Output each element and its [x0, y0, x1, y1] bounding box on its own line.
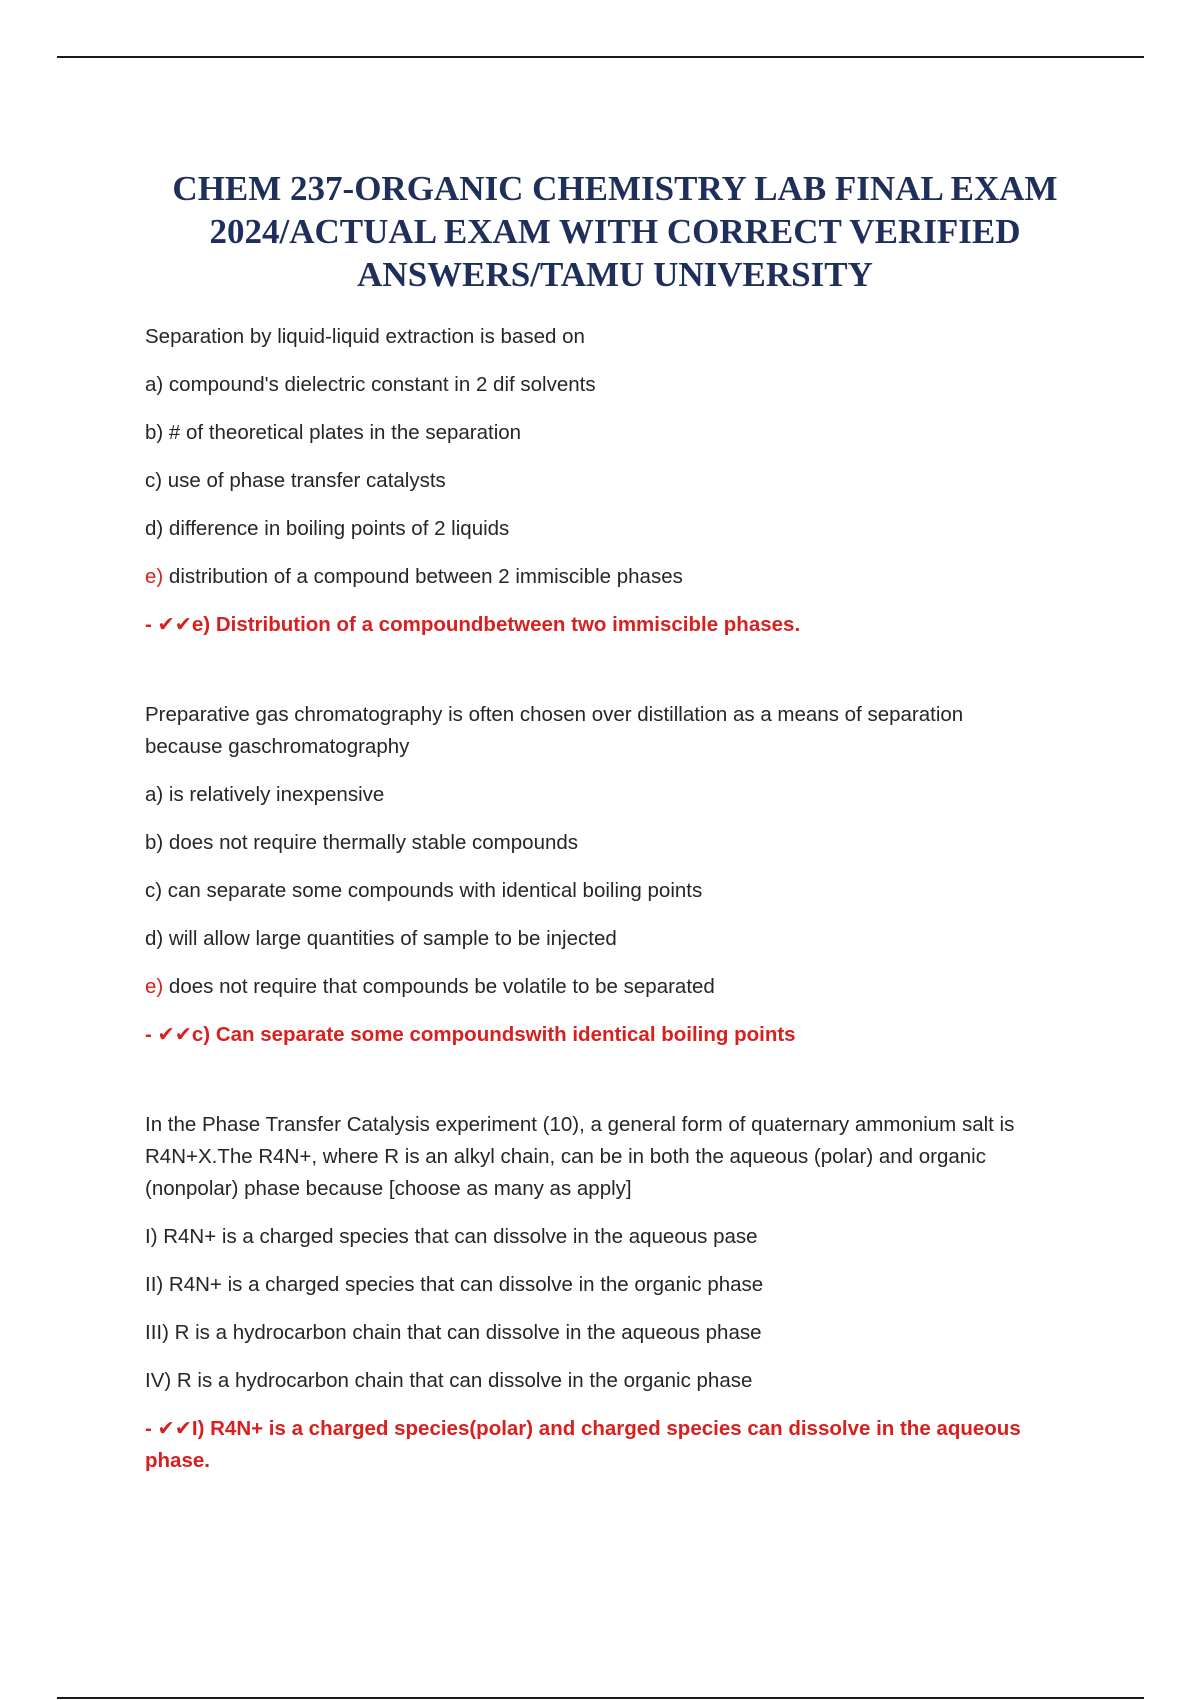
title-line: 2024/ACTUAL EXAM WITH CORRECT VERIFIED: [209, 212, 1021, 251]
option-label: e): [145, 975, 164, 998]
checkmark-icon: - ✔✔: [145, 1023, 192, 1046]
option-text: compound's dielectric constant in 2 dif solvents: [163, 373, 596, 396]
option-label: d): [145, 517, 164, 540]
answer-option: [145, 561, 1095, 593]
checkmark-icon: - ✔✔: [145, 613, 192, 636]
option-text: IV) R is a hydrocarbon chain that can dissolve in the organic phase: [145, 1369, 753, 1392]
question-prompt: [145, 321, 1095, 353]
answer-option: [145, 827, 1095, 859]
prompt-line: R4N+X.The R4N+, where R is an alkyl chain, can be in both the aqueous (polar) and organic: [145, 1145, 986, 1168]
bottom-rule: [57, 1697, 1144, 1699]
correct-answer: [145, 1019, 1095, 1051]
option-text: will allow large quantities of sample to be injected: [163, 927, 617, 950]
option-text: I) R4N+ is a charged species that can dissolve in the aqueous pase: [145, 1225, 758, 1248]
prompt-line: (nonpolar) phase because [choose as many as apply]: [145, 1177, 632, 1200]
checkmark-icon: - ✔✔: [145, 1417, 192, 1440]
top-rule: [57, 56, 1144, 58]
option-text: is relatively inexpensive: [163, 783, 385, 806]
option-text: does not require thermally stable compounds: [163, 831, 579, 854]
option-label: e): [145, 565, 164, 588]
option-text: # of theoretical plates in the separation: [163, 421, 522, 444]
title-line: ANSWERS/TAMU UNIVERSITY: [357, 255, 873, 294]
answer-option: [145, 1317, 1095, 1349]
document-title: [80, 167, 1150, 296]
question-2: [145, 699, 1095, 1051]
answer-option: [145, 971, 1095, 1003]
option-text: use of phase transfer catalysts: [162, 469, 446, 492]
exam-content: [145, 321, 1095, 1477]
option-label: c): [145, 469, 163, 492]
correct-answer: [145, 1413, 1095, 1477]
question-prompt: [145, 699, 1095, 763]
option-text: III) R is a hydrocarbon chain that can dissolve in the aqueous phase: [145, 1321, 762, 1344]
prompt-line: Separation by liquid-liquid extraction is based on: [145, 325, 585, 348]
answer-line: c) Can separate some compoundswith identical boiling points: [191, 1023, 796, 1046]
option-label: d): [145, 927, 164, 950]
option-text: does not require that compounds be volatile to be separated: [163, 975, 715, 998]
answer-option: [145, 1269, 1095, 1301]
option-label: b): [145, 421, 164, 444]
answer-line: e) Distribution of a compoundbetween two immiscible phases.: [191, 613, 801, 636]
question-prompt: [145, 1109, 1095, 1205]
title-line: CHEM 237-ORGANIC CHEMISTRY LAB FINAL EXAM: [172, 169, 1058, 208]
answer-option: [145, 875, 1095, 907]
option-text: difference in boiling points of 2 liquids: [163, 517, 510, 540]
option-text: distribution of a compound between 2 immiscible phases: [163, 565, 683, 588]
prompt-line: In the Phase Transfer Catalysis experiment (10), a general form of quaternary ammonium salt is: [145, 1113, 1015, 1136]
answer-option: [145, 513, 1095, 545]
option-label: a): [145, 783, 164, 806]
option-label: a): [145, 373, 164, 396]
option-text: II) R4N+ is a charged species that can dissolve in the organic phase: [145, 1273, 764, 1296]
answer-option: [145, 1365, 1095, 1397]
option-label: b): [145, 831, 164, 854]
answer-option: [145, 923, 1095, 955]
answer-line: phase.: [145, 1449, 210, 1472]
option-text: can separate some compounds with identical boiling points: [162, 879, 703, 902]
answer-line: I) R4N+ is a charged species(polar) and charged species can dissolve in the aqueous: [191, 1417, 1021, 1440]
answer-option: [145, 369, 1095, 401]
answer-option: [145, 779, 1095, 811]
option-label: c): [145, 879, 163, 902]
answer-option: [145, 465, 1095, 497]
question-1: [145, 321, 1095, 641]
answer-option: [145, 417, 1095, 449]
correct-answer: [145, 609, 1095, 641]
question-3: [145, 1109, 1095, 1477]
prompt-line: because gaschromatography: [145, 735, 410, 758]
answer-option: [145, 1221, 1095, 1253]
prompt-line: Preparative gas chromatography is often chosen over distillation as a means of separation: [145, 703, 964, 726]
